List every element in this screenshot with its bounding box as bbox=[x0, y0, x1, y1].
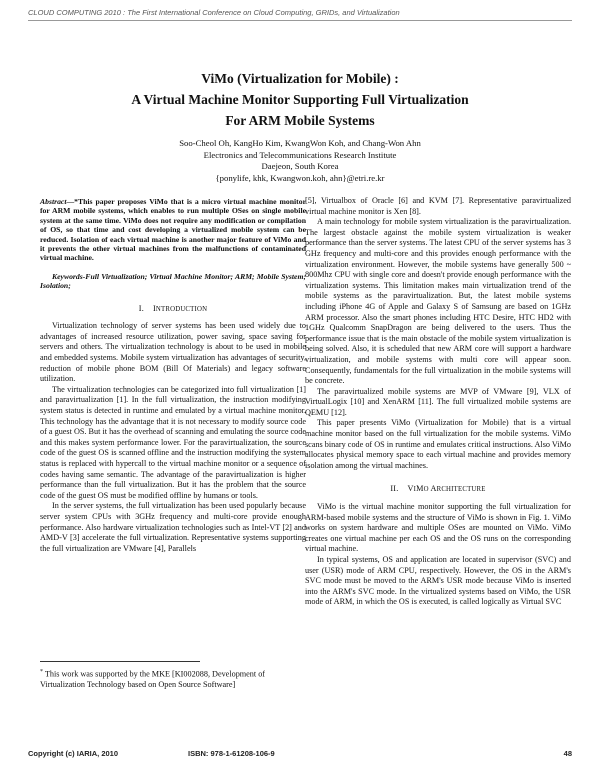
section-title-part: A bbox=[430, 484, 437, 494]
footer-isbn: ISBN: 978-1-61208-106-9 bbox=[188, 749, 275, 758]
author-affiliation: Electronics and Telecommunications Research Institute bbox=[203, 149, 397, 160]
running-head: CLOUD COMPUTING 2010 : The First International Conference on Cloud Computing, GRIDs, and Virtualization bbox=[28, 8, 572, 21]
abstract-text: —*This paper proposes ViMo that is a micro virtual machine monitor for ARM mobile systems, which enables to run multiple OSes on single mobile system at the same time. ViMo does not require any modification or compilation of OS, so that time and cost developing a virtualized mobile system can be reduced. Isolation of each virtual machine is another major feature of ViMo and it prevents the other virtual machines from the malfunctions of contaminated virtual machine. bbox=[40, 197, 306, 263]
paper-title bbox=[0, 68, 600, 131]
section-number: II. bbox=[390, 484, 399, 494]
title-line-3: For ARM Mobile Systems bbox=[225, 113, 375, 128]
footnote-text: This work was supported by the MKE [KI002088, Development of Virtualization Technology based on Open Source Software] bbox=[40, 669, 266, 690]
author-names: Soo-Cheol Oh, KangHo Kim, KwangWon Koh, and Chang-Won Ahn bbox=[179, 138, 421, 148]
footer-page-number: 48 bbox=[563, 749, 572, 758]
paragraph: In the server systems, the full virtualization has been used popularly because server system CPUs with 3GHz frequency and multi-core provide enough performance. Also hardware virtualization technologies such as Intel-VT [2] and AMD-V [3] accelerate the full virtualization. Representative systems supporting the full virtualization are VMware [4], Parallels bbox=[40, 501, 306, 553]
section-title-part: O bbox=[423, 486, 429, 494]
abstract bbox=[40, 197, 306, 263]
keywords: Keywords-Full Virtualization; Virtual Machine Monitor; ARM; Mobile System; Isolation; bbox=[40, 271, 306, 291]
title-line-2: A Virtual Machine Monitor Supporting Full Virtualization bbox=[131, 92, 469, 107]
paragraph: Virtualization technology of server systems has been used widely due to advantages of increased resource utilization, power saving, space saving for servers and others. The virtualization technology is about to be used in mobile and embedded systems. Mobile system virtualization has advantages of security, reduction of mobile phone BOM (Bill Of Materials) and legacy software utilization. bbox=[40, 321, 306, 384]
section-heading-vimo-architecture bbox=[305, 484, 571, 496]
left-column bbox=[40, 197, 306, 554]
author-emails: {ponylife, khk, Kwangwon.koh, ahn}@etri.re.kr bbox=[215, 172, 385, 183]
section-title-rest: NTRODUCTION bbox=[155, 305, 208, 313]
footer-copyright: Copyright (c) IARIA, 2010 bbox=[28, 749, 119, 758]
section-heading-introduction bbox=[40, 304, 306, 316]
footnote-divider bbox=[40, 661, 200, 662]
author-location: Daejeon, South Korea bbox=[261, 161, 339, 171]
paragraph-continuation: [5], Virtualbox of Oracle [6] and KVM [7]. Representative paravirtualized virtual machine monitor is Xen [8]. bbox=[305, 196, 571, 216]
section-title-rest: RCHITECTURE bbox=[436, 486, 486, 494]
section-title-part: M bbox=[416, 484, 424, 494]
section-title-initial: V bbox=[407, 484, 414, 494]
paragraph: This paper presents ViMo (Virtualization for Mobile) that is a virtual machine monitor based on the full virtualization for the mobile systems. ViMo scans binary code of OS in runtime and emulates critical instructions. Also ViMo allocates physical memory space to each virtual machine and provides memory isolation among the virtual machines. bbox=[305, 418, 571, 470]
section-title-part: I bbox=[413, 486, 417, 494]
section-number: I. bbox=[138, 303, 144, 313]
section-title-initial: I bbox=[152, 303, 156, 313]
author-block bbox=[0, 138, 600, 184]
footnote-marker: * bbox=[40, 669, 43, 675]
paragraph: ViMo is the virtual machine monitor supporting the full virtualization for ARM-based mobile systems and the structure of ViMo is shown in Fig. 1. ViMo works on system hardware and multiple OSes are mounted on ViMo. ViMo creates one virtual machine per each OS and the OS runs on the corresponding virtual machine. bbox=[305, 502, 571, 554]
paragraph: A main technology for mobile system virtualization is the paravirtualization. The largest obstacle against the mobile system virtualization is weaker performance than the server systems. The latest CPU of the server systems has 3 GHz frequency and multi-core and this provides enough performance with the virtualization environment. However, the mobile systems have generally 500 ~ 800Mhz CPU with single core and doesn't provide enough performance with the virtualization systems. This limitation makes main virtualization trend of the mobile systems as the paravirtualization. But, the latest mobile systems including iPhone 4G of Apple and Galaxy S of Samsung are based on 1GHz ARM processor. Also the smart phones including HTC Desire, HTC HD2 with 1GHz Qualcomm SnapDragon are being delivered to the users. Thus the performance issue that is the main obstacle of the mobile system virtualization is being solved. Also, it is scheduled that new ARM core will support a hardware virtualization, and mobile systems with multi core will appear soon. Consequently, fundamentals for the full virtualization in the mobile systems will be concrete. bbox=[305, 217, 571, 386]
paragraph: The virtualization technologies can be categorized into full virtualization [1] and paravirtualization [1]. In the full virtualization, the instruction modifying system status is detected in runtime and emulated by a virtual machine monitor. This technology has the advantage that it is not necessary to modify source code of a guest OS. But it has the overhead of scanning and emulating the source code and this makes system performance lower. For the paravirtualization, the source code of the guest OS is scanned offline and the instruction modifying the system status is replaced with hypercall to the virtual machine monitor or a sequence of codes having same semantic. The advantage of the paravirtualization is higher performance than the full virtualization. But it has the problem that the source code of the guest OS must be modified offline by humans or tools. bbox=[40, 384, 306, 500]
paragraph: In typical systems, OS and application are located in supervisor (SVC) and user (USR) mode of ARM CPU, respectively. However, the OS in the ARM's SVC mode must be moved to the ARM's USR mode because ViMo is inserted into the ARM's SVC mode. In the virtualized systems based on ViMo, the USR mode of ARM, in which the OS is executed, is called logically as Virtual SVC bbox=[305, 555, 571, 607]
right-column bbox=[305, 196, 571, 608]
title-line-1: ViMo (Virtualization for Mobile) : bbox=[201, 71, 399, 86]
abstract-lead: Abstract bbox=[40, 197, 67, 206]
footnote bbox=[40, 667, 306, 691]
paragraph: The paravirtualized mobile systems are MVP of VMware [9], VLX of VirtualLogix [10] and XenARM [11]. The full virtualized mobile systems are QEMU [12]. bbox=[305, 386, 571, 417]
